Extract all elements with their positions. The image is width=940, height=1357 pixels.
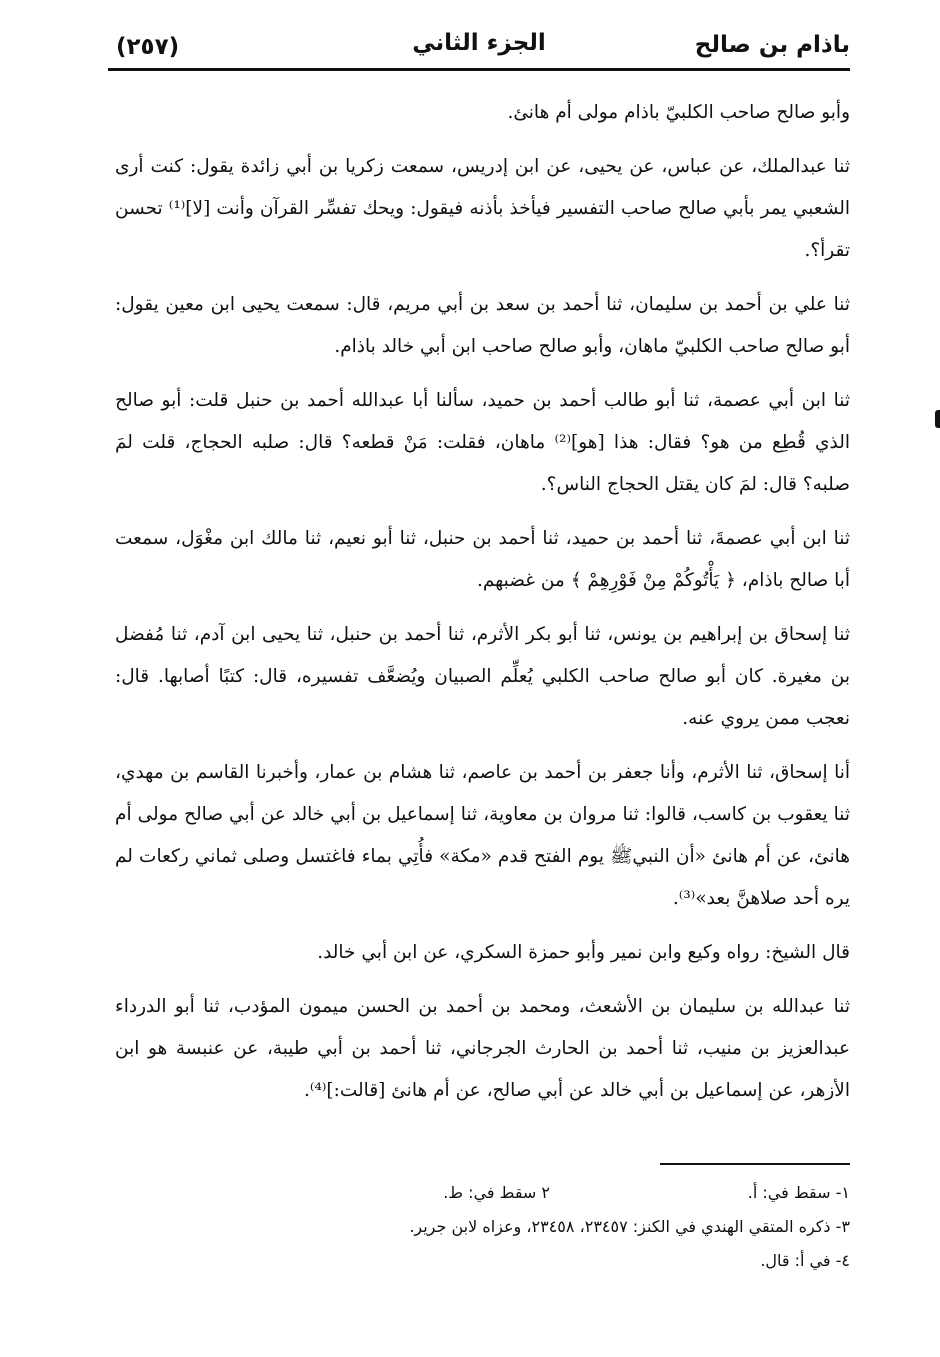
paragraph: ثنا عبدالله بن سليمان بن الأشعث، ومحمد بن أحمد بن الحسن ميمون المؤدب، ثنا أبو الدرداء عبدالعزيز بن منيب، ثنا أحمد بن الحارث الجرجاني، ثنا أحمد بن أبي طيبة، عن عنبسة هو ابن الأزهر، عن إسماعيل بن أبي خالد عن أبي صالح، عن أم هانئ [قالت:]⁽⁴⁾. (115, 996, 850, 1101)
paragraph: ثنا عبدالملك، عن عباس، عن يحيى، عن ابن إدريس، سمعت زكريا بن أبي زائدة يقول: كنت أرى الشعبي يمر بأبي صالح صاحب التفسير فيأخذ بأذنه فيقول: ويحك تفسِّر القرآن وأنت [لا]⁽¹⁾ تحسن تقرأ؟. (115, 156, 850, 261)
header-entry-name: باذام بن صالح (694, 32, 850, 58)
paragraph: ثنا علي بن أحمد بن سليمان، ثنا أحمد بن سعد بن أبي مريم، قال: سمعت يحيى ابن معين يقول: أبو صالح صاحب الكلبيّ ماهان، وأبو صالح صاحب ابن أبي خالد باذام. (115, 294, 850, 357)
footnote-rule (660, 1163, 850, 1165)
paragraph: قال الشيخ: رواه وكيع وابن نمير وأبو حمزة السكري، عن ابن أبي خالد. (317, 942, 850, 963)
paragraph: ثنا ابن أبي عصمةَ، ثنا أحمد بن حميد، ثنا أحمد بن حنبل، ثنا أبو نعيم، ثنا مالك ابن مغْوَل، سمعت أبا صالح باذام، ﴿ يَأْتُوكُمْ مِنْ فَوْرِهِمْ ﴾ من غضبهم. (115, 528, 850, 591)
paragraph: وأبو صالح صاحب الكلبيّ باذام مولى أم هانئ. (507, 102, 850, 123)
footnote-2: ٢ سقط في: ط. (443, 1183, 550, 1202)
paragraph: أنا إسحاق، ثنا الأثرم، وأنا جعفر بن أحمد بن عاصم، ثنا هشام بن عمار، وأخبرنا القاسم بن مهدي، ثنا يعقوب بن كاسب، قالوا: ثنا مروان بن معاوية، ثنا إسماعيل بن أبي خالد عن أبي صالح مولى أم هانئ، عن أم هانئ «أن النبيﷺ يوم الفتح قدم «مكة» فأُتِي بماء فاغتسل وصلى ثماني ركعات لم يره أحد صلاهنَّ بعد»⁽³⁾. (115, 762, 850, 909)
footnote-1: ١- سقط في: أ. (747, 1183, 850, 1202)
paragraph: ثنا إسحاق بن إبراهيم بن يونس، ثنا أبو بكر الأثرم، ثنا أحمد بن حنبل، ثنا يحيى ابن آدم، ثنا مُفضل بن مغيرة. كان أبو صالح صاحب الكلبي يُعلِّم الصبيان ويُضعَّف تفسيره، قال: كتبًا أصابها. قال: نعجب ممن يروي عنه. (115, 624, 850, 729)
footnote-row (115, 1176, 850, 1210)
header-volume: الجزء الثاني (412, 30, 546, 56)
footnote-4: ٤- في أ: قال. (760, 1251, 850, 1270)
page-edge-mark (935, 410, 940, 428)
running-header (108, 22, 850, 68)
main-text (115, 92, 850, 1124)
footnote-3: ٣- ذكره المتقي الهندي في الكنز: ٢٣٤٥٧، ٢٣٤٥٨، وعزاه لابن جرير. (409, 1217, 850, 1236)
header-rule (108, 68, 850, 71)
footnotes (115, 1176, 850, 1278)
paragraph: ثنا ابن أبي عصمة، ثنا أبو طالب أحمد بن حميد، سألنا أبا عبدالله أحمد بن حنبل قلت: أبو صالح الذي قُطِع من هو؟ فقال: هذا [هو]⁽²⁾ ماهان، فقلت: مَنْ قطعه؟ قال: صلبه الحجاج، قلت لمَ صلبه؟ قال: لمَ كان يقتل الحجاج الناس؟. (115, 390, 850, 495)
page-number: (٢٥٧) (116, 34, 180, 60)
